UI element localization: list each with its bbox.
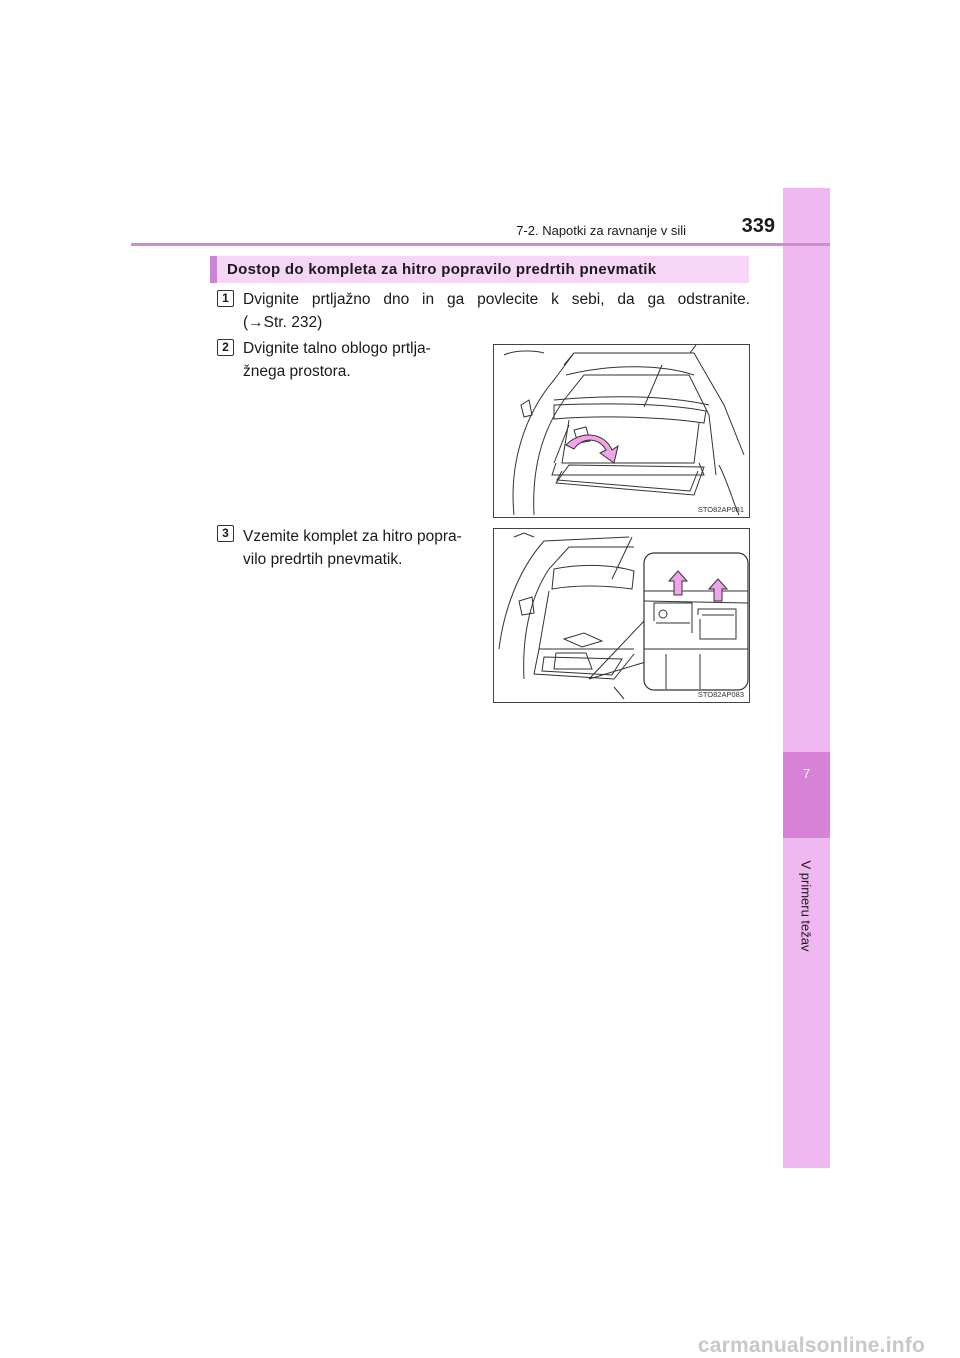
step-1-badge: 1: [217, 290, 234, 307]
figure-code: STO82AP083: [697, 690, 744, 699]
step-3-text: Vzemite komplet za hitro popra-vilo predrtih pnevmatik.: [243, 528, 462, 568]
luggage-area-illustration: [494, 345, 749, 517]
chapter-tab-active: [783, 752, 830, 838]
watermark: [0, 1336, 960, 1358]
repair-kit-illustration: [494, 529, 749, 702]
header-section-title: 7-2. Napotki za ravnanje v sili: [516, 223, 686, 238]
step-2-badge: 2: [217, 339, 234, 356]
chapter-sidebar: [783, 188, 830, 1168]
figure-remove-repair-kit: [493, 528, 750, 703]
detail-inset: [644, 553, 748, 690]
chapter-number: 7: [802, 766, 811, 781]
step-1-text: Dvignite prtljažno dno in ga povlecite k sebi, da ga odstranite.: [243, 291, 750, 308]
section-heading: Dostop do kompleta za hitro popravilo predrtih pnevmatik: [210, 256, 749, 283]
step-3-badge: 3: [217, 525, 234, 542]
step-2-text: Dvignite talno oblogo prtlja-žnega prostora.: [243, 340, 431, 380]
page-number: 339: [741, 215, 775, 237]
chapter-title: V primeru težav: [798, 860, 814, 952]
watermark-text: carmanualsonline.info: [697, 1334, 925, 1357]
figure-code: STO82AP081: [697, 505, 744, 514]
lift-arrow-icon: [566, 435, 618, 463]
step-1-page-reference: (→Str. 232): [243, 314, 323, 331]
header-rule: [131, 243, 830, 246]
figure-lift-floor-cover: [493, 344, 750, 518]
